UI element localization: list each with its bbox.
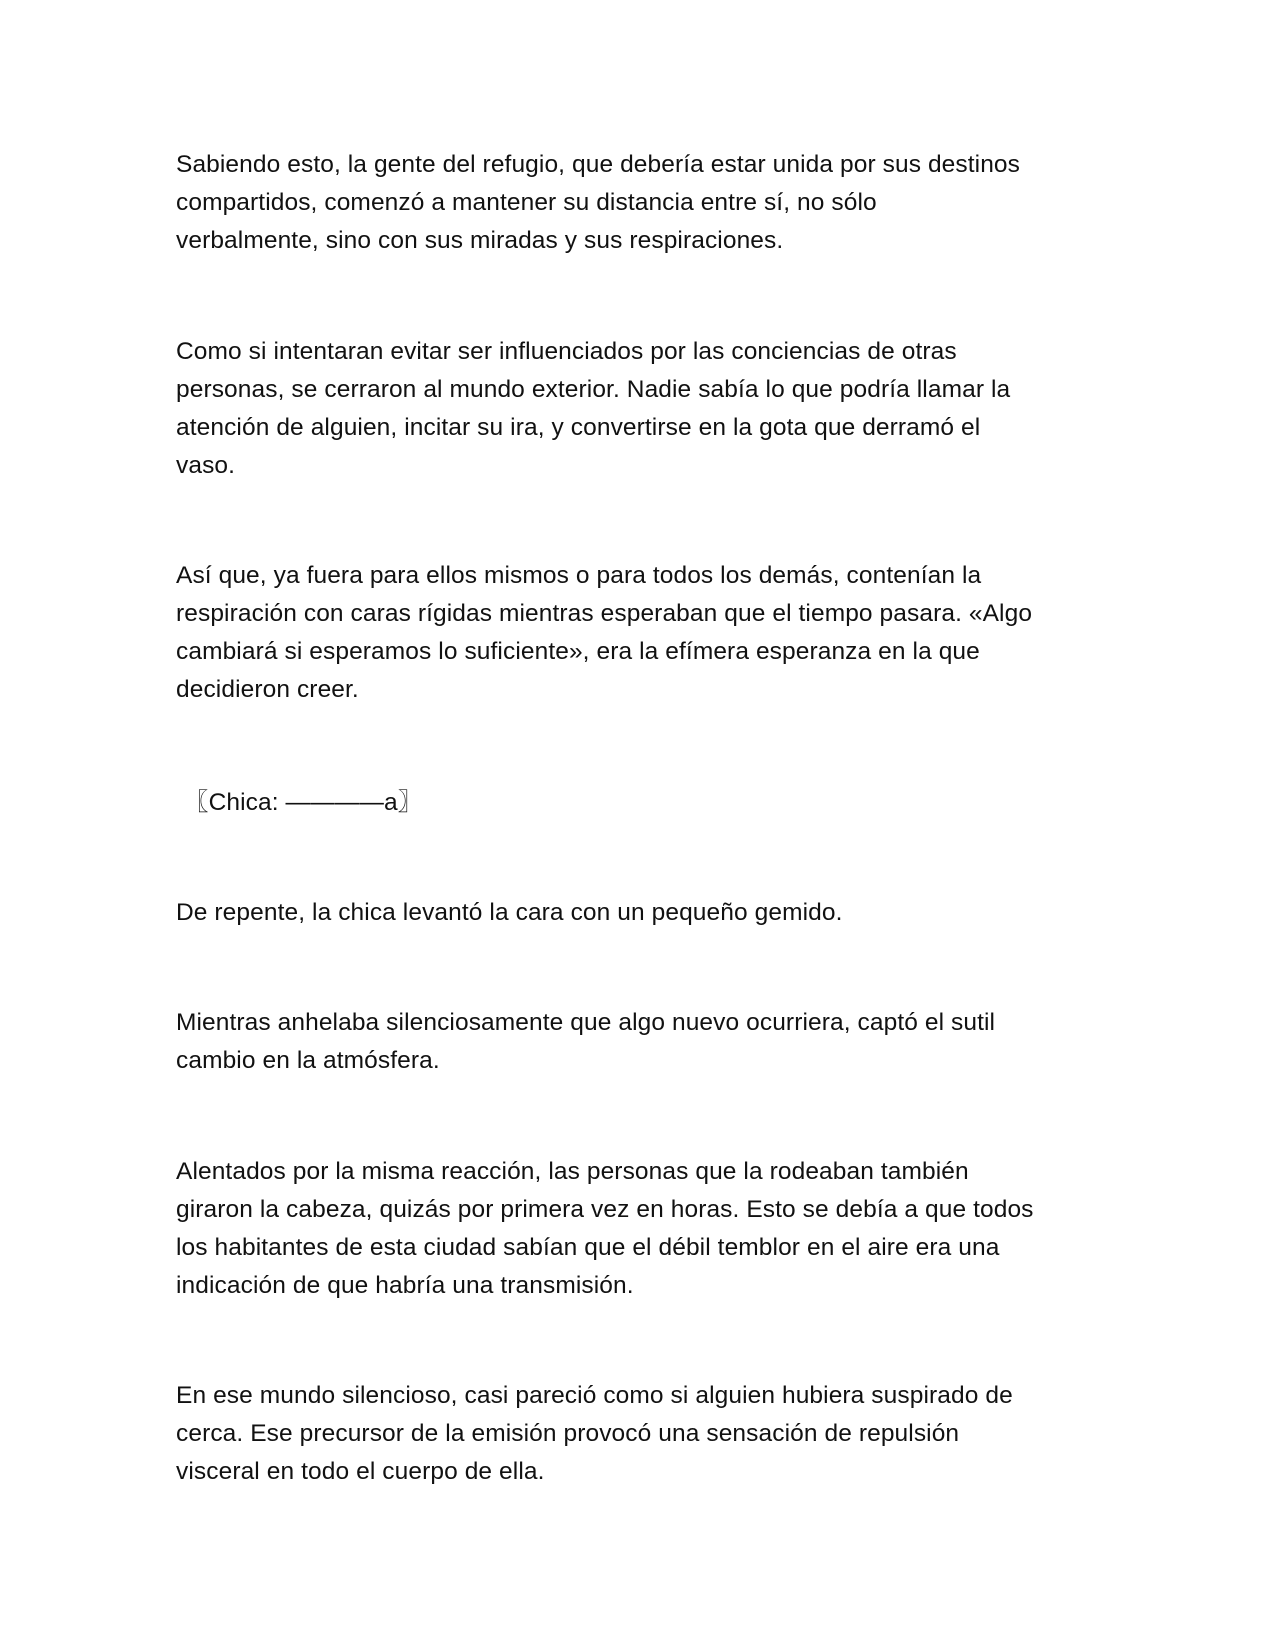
paragraph-3: Así que, ya fuera para ellos mismos o para todos los demás, contenían la respiración con caras rígidas mientras esperaban que el tiempo pasara. «Algo cambiará si esperamos lo suficiente», era la efímera esperanza en la que decidieron creer. (176, 562, 1033, 703)
paragraph-2: Como si intentaran evitar ser influenciados por las conciencias de otras personas, se cerraron al mundo exterior. Nadie sabía lo que podría llamar la atención de alguien, incitar su ira, y convertirse en la gota que derramó el vaso. (176, 338, 1011, 479)
paragraph-6: Mientras anhelaba silenciosamente que algo nuevo ocurriera, captó el sutil cambio en la atmósfera. (176, 1009, 996, 1074)
dialogue-line: 〖Chica: ————a〗 (184, 789, 423, 816)
paragraph-8: En ese mundo silencioso, casi pareció como si alguien hubiera suspirado de cerca. Ese precursor de la emisión provocó una sensación de repulsión visceral en todo el cuerpo de ella. (176, 1382, 1013, 1485)
paragraph-1: Sabiendo esto, la gente del refugio, que debería estar unida por sus destinos compartidos, comenzó a mantener su distancia entre sí, no sólo verbalmente, sino con sus miradas y sus respiraciones. (176, 151, 1021, 254)
paragraph-7: Alentados por la misma reacción, las personas que la rodeaban también giraron la cabeza, quizás por primera vez en horas. Esto se debía a que todos los habitantes de esta ciudad sabían que el débil temblor en el aire era una indicación de que habría una transmisión. (176, 1158, 1034, 1299)
paragraph-5: De repente, la chica levantó la cara con un pequeño gemido. (176, 899, 843, 926)
